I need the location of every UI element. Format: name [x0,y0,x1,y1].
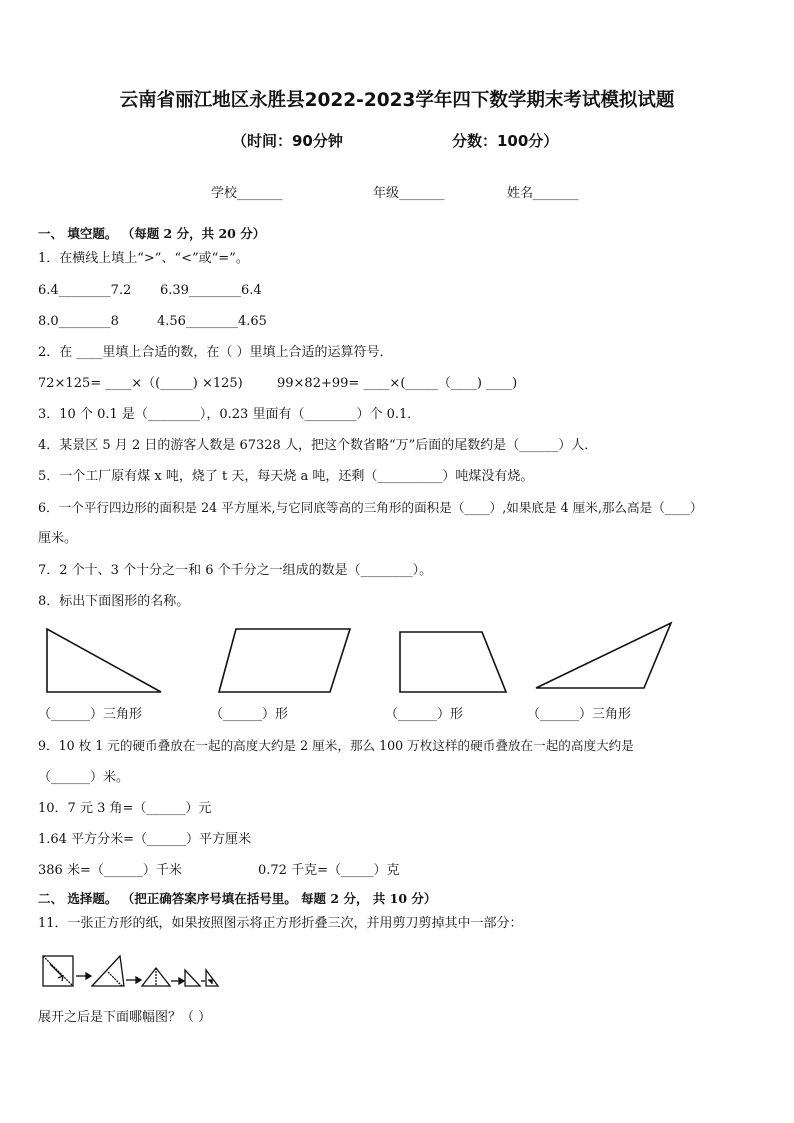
q1-item-a1[interactable]: 6.4________7.2 [38,283,132,298]
question-7[interactable]: 7．2 个十、3 个十分之一和 6 个千分之一组成的数是（________）。 [38,563,433,578]
question-4[interactable]: 4．某景区 5 月 2 日的游客人数是 67328 人，把这个数省略“万”后面的尾数约是（______）人． [38,438,598,453]
q1-item-b1[interactable]: 8.0________8 [38,314,119,329]
section-2-heading: 二、 选择题。 （把正确答案序号填在括号里。 每题 2 分， 共 10 分） [38,891,437,906]
name-field[interactable]: 姓名_______ [507,186,579,201]
q8-label-2[interactable]: （______）形 [210,707,289,722]
q2-item-a[interactable]: 72×125= ____×（(_____) ×125) [38,376,243,391]
q1-item-a2[interactable]: 6.39________6.4 [160,283,262,298]
parallelogram-shape [214,624,354,696]
q1-item-b2[interactable]: 4.56________4.65 [157,314,267,329]
question-1: 1．在横线上填上“>”、“<”或“=”。 [38,251,249,266]
question-5[interactable]: 5．一个工厂原有煤 x 吨，烧了 t 天，每天烧 a 吨，还剩（__________）吨煤没有烧。 [38,469,534,484]
q2-item-b[interactable]: 99×82+99= ____×(_____（____) ____) [277,376,518,391]
paper-folding-diagram [40,950,220,992]
question-3[interactable]: 3．10 个 0.1 是（________），0.23 里面有（________）个 0.1． [38,407,421,422]
q10-item-c1[interactable]: 386 米=（______）千米 [38,863,182,878]
q8-label-3[interactable]: （______）形 [385,707,464,722]
obtuse-triangle-shape [530,618,676,696]
question-9-cont[interactable]: （______）米。 [38,770,130,785]
question-2: 2．在 ____里填上合适的数，在（ ）里填上合适的运算符号． [38,345,393,360]
trapezoid-shape [394,628,510,696]
time-label: （时间：90分钟 [232,132,343,150]
page-title: 云南省丽江地区永胜县2022-2023学年四下数学期末考试模拟试题 [119,90,675,111]
q10-item-b[interactable]: 1.64 平方分米=（______）平方厘米 [38,832,251,847]
section-1-heading: 一、 填空题。 （每题 2 分，共 20 分） [38,226,266,241]
question-6[interactable]: 6．一个平行四边形的面积是 24 平方厘米,与它同底等高的三角形的面积是（____）,如果底是 4 厘米,那么高是（____） [38,500,703,515]
score-label: 分数：100分） [452,132,559,150]
question-9: 9．10 枚 1 元的硬币叠放在一起的高度大约是 2 厘米，那么 100 万枚这样的硬币叠放在一起的高度大约是 [38,738,634,753]
question-8: 8．标出下面图形的名称。 [38,594,190,609]
school-field[interactable]: 学校_______ [211,186,283,201]
grade-field[interactable]: 年级_______ [373,186,445,201]
question-6-cont: 厘米。 [38,531,78,546]
q8-label-1[interactable]: （______）三角形 [38,707,143,722]
q10-item-c2[interactable]: 0.72 千克=（_____）克 [258,863,400,878]
question-11: 11．一张正方形的纸，如果按照图示将正方形折叠三次，并用剪刀剪掉其中一部分： [38,916,523,931]
right-triangle-shape [40,624,166,696]
question-11-ask[interactable]: 展开之后是下面哪幅图？（ ） [38,1010,212,1025]
q8-label-4[interactable]: （______）三角形 [527,707,632,722]
question-10[interactable]: 10．7 元 3 角=（______）元 [38,801,212,816]
